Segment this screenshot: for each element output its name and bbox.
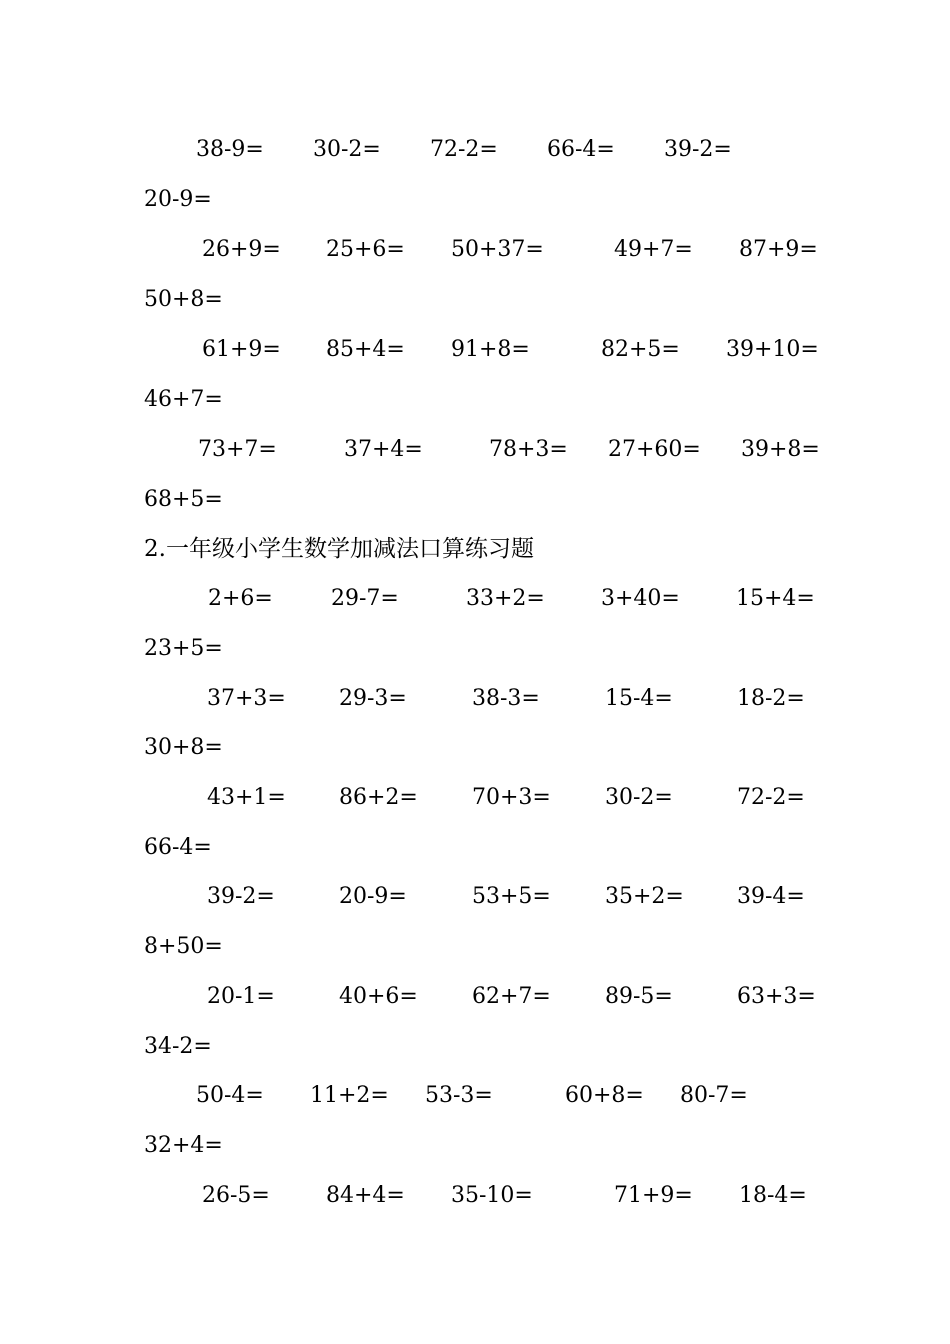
problem: 86+2=	[339, 785, 418, 810]
problem: 37+3=	[207, 686, 286, 711]
section-title: 2.一年级小学生数学加减法口算练习题	[144, 536, 534, 562]
problem: 29-3=	[339, 686, 407, 711]
problem: 26-5=	[202, 1183, 270, 1208]
problem: 53+5=	[472, 884, 551, 909]
problem: 72-2=	[430, 137, 498, 162]
problem: 25+6=	[326, 237, 405, 262]
problem: 2+6=	[208, 586, 273, 611]
problem: 60+8=	[565, 1083, 644, 1108]
problem: 33+2=	[466, 586, 545, 611]
problem: 39+8=	[741, 437, 820, 462]
problem: 30+8=	[144, 735, 223, 760]
problem: 68+5=	[144, 487, 223, 512]
problem: 26+9=	[202, 237, 281, 262]
problem: 30-2=	[313, 137, 381, 162]
problem: 84+4=	[326, 1183, 405, 1208]
problem: 50-4=	[196, 1083, 264, 1108]
problem: 34-2=	[144, 1034, 212, 1059]
problem: 50+37=	[451, 237, 544, 262]
problem: 91+8=	[451, 337, 530, 362]
problem: 50+8=	[144, 287, 223, 312]
problem: 87+9=	[739, 237, 818, 262]
problem: 11+2=	[310, 1083, 389, 1108]
problem: 40+6=	[339, 984, 418, 1009]
problem: 32+4=	[144, 1133, 223, 1158]
problem: 72-2=	[737, 785, 805, 810]
problem: 78+3=	[489, 437, 568, 462]
problem: 37+4=	[344, 437, 423, 462]
problem: 15-4=	[605, 686, 673, 711]
problem: 43+1=	[207, 785, 286, 810]
problem: 80-7=	[680, 1083, 748, 1108]
problem: 85+4=	[326, 337, 405, 362]
problem: 62+7=	[472, 984, 551, 1009]
problem: 38-9=	[196, 137, 264, 162]
problem: 30-2=	[605, 785, 673, 810]
problem: 61+9=	[202, 337, 281, 362]
problem: 66-4=	[547, 137, 615, 162]
problem: 89-5=	[605, 984, 673, 1009]
problem: 71+9=	[614, 1183, 693, 1208]
problem: 8+50=	[144, 934, 223, 959]
problem: 38-3=	[472, 686, 540, 711]
problem: 27+60=	[608, 437, 701, 462]
problem: 20-9=	[339, 884, 407, 909]
problem: 3+40=	[601, 586, 680, 611]
problem: 63+3=	[737, 984, 816, 1009]
problem: 29-7=	[331, 586, 399, 611]
problem: 39-2=	[207, 884, 275, 909]
problem: 18-4=	[739, 1183, 807, 1208]
problem: 23+5=	[144, 636, 223, 661]
problem: 39+10=	[726, 337, 819, 362]
problem: 82+5=	[601, 337, 680, 362]
problem: 39-4=	[737, 884, 805, 909]
problem: 35-10=	[451, 1183, 533, 1208]
problem: 53-3=	[425, 1083, 493, 1108]
problem: 73+7=	[198, 437, 277, 462]
problem: 70+3=	[472, 785, 551, 810]
problem: 20-1=	[207, 984, 275, 1009]
problem: 46+7=	[144, 387, 223, 412]
problem: 49+7=	[614, 237, 693, 262]
problem: 15+4=	[736, 586, 815, 611]
problem: 18-2=	[737, 686, 805, 711]
problem: 39-2=	[664, 137, 732, 162]
problem: 66-4=	[144, 835, 212, 860]
problem: 20-9=	[144, 187, 212, 212]
problem: 35+2=	[605, 884, 684, 909]
